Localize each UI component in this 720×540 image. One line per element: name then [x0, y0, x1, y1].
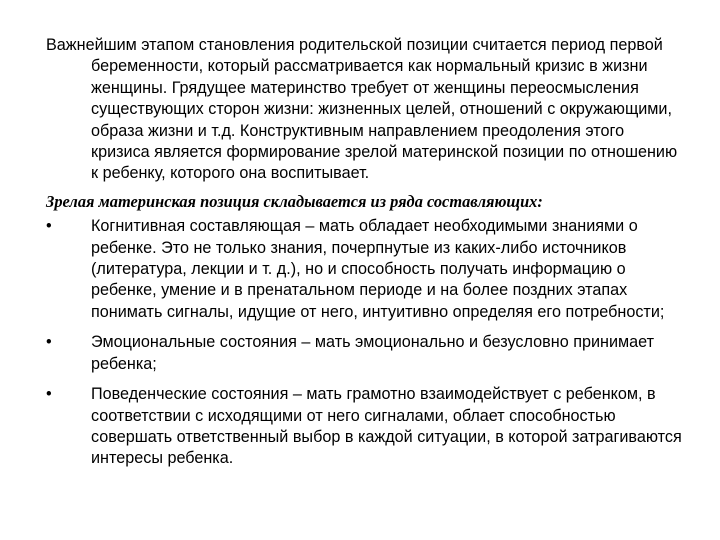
- bullet-icon: •: [46, 385, 52, 404]
- bullet-item-cognitive: [46, 216, 686, 323]
- bullet-item-behavioral: [46, 384, 686, 470]
- bullet-text: Эмоциональные состояния – мать эмоционально и безусловно принимает ребенка;: [91, 333, 654, 373]
- bullet-text: Когнитивная составляющая – мать обладает необходимыми знаниями о ребенке. Это не только знания, почерпнутые из каких-либо источников (литература, лекции и т. д.), но и способность получать информацию о ребенке, умение и в пренатальном периоде и на более поздних этапах понимать сигналы, идущие от него, интуитивно определяя его потребности;: [91, 217, 665, 321]
- section-heading: Зрелая материнская позиция складывается из ряда составляющих:: [46, 191, 543, 211]
- bullet-icon: •: [46, 333, 52, 352]
- intro-paragraph: Важнейшим этапом становления родительской позиции считается период первой беременности, который рассматривается как нормальный кризис в жизни женщины. Грядущее материнство требует от женщины переосмысления существующих сторон жизни: жизненных целей, отношений с окружающими, образа жизни и т.д. Конструктивным направлением преодоления этого кризиса является формирование зрелой материнской позиции по отношению к ребенку, которого она воспитывает.: [46, 36, 678, 183]
- bullet-text: Поведенческие состояния – мать грамотно взаимодействует с ребенком, в соответствии с исходящими от него сигналами, облает способностью совершать ответственный выбор в каждой ситуации, в которой затрагиваются интересы ребенка.: [91, 385, 682, 468]
- slide-content: [46, 35, 686, 479]
- bullet-item-emotional: [46, 332, 686, 375]
- bullet-icon: •: [46, 217, 52, 236]
